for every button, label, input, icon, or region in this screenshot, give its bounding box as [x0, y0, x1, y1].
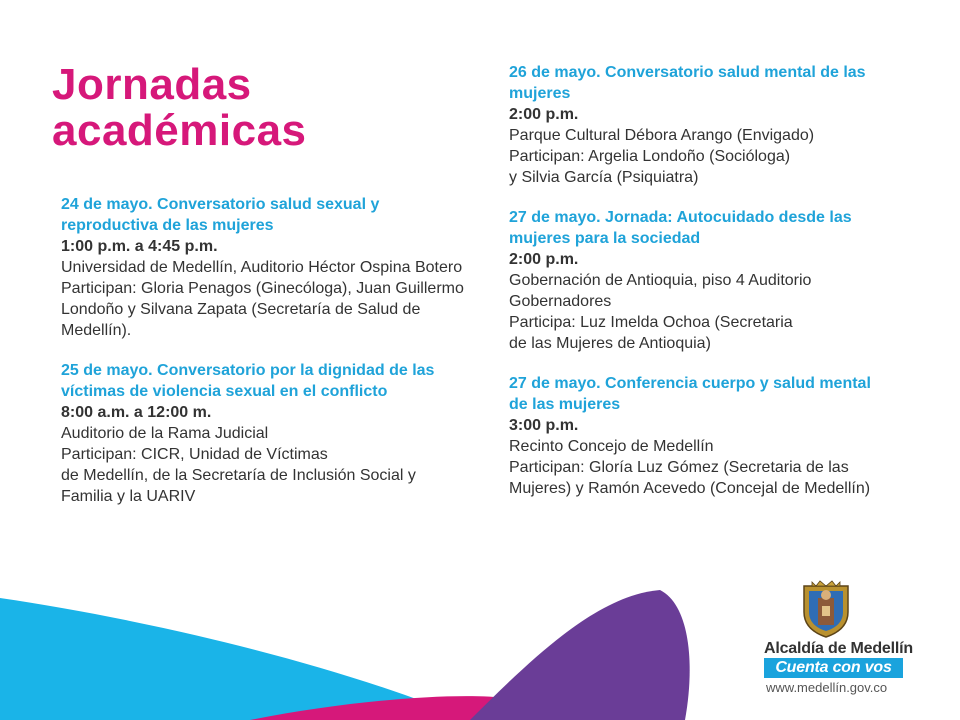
event-time: 2:00 p.m. [509, 106, 579, 123]
event-participants: Participa: Luz Imelda Ochoa (Secretaria [509, 314, 793, 331]
event-time: 2:00 p.m. [509, 251, 579, 268]
event-title: 26 de mayo. Conversatorio salud mental de las mujeres [509, 64, 866, 102]
alcaldia-logo [764, 578, 914, 698]
event-participants: Participan: Gloría Luz Gómez (Secretaria de las Mujeres) y Ramón Acevedo (Concejal de Medellín) [509, 459, 871, 497]
event-block [509, 207, 891, 354]
event-location: Recinto Concejo de Medellín [509, 438, 714, 455]
event-participants-cont: y Silvia García (Psiquiatra) [509, 169, 699, 186]
event-title: 24 de mayo. Conversatorio salud sexual y reproductiva de las mujeres [61, 196, 380, 234]
event-participants-cont: de Medellín, de la Secretaría de Inclusión Social y Familia y la UARIV [61, 467, 416, 505]
event-title: 27 de mayo. Jornada: Autocuidado desde las mujeres para la sociedad [509, 209, 852, 247]
website-url[interactable]: www.medellín.gov.co [766, 680, 888, 695]
right-events-column [509, 62, 891, 518]
event-block [509, 62, 891, 188]
event-title: 25 de mayo. Conversatorio por la dignidad de las víctimas de violencia sexual en el conflicto [61, 362, 435, 400]
logo-name: Alcaldía de Medellín [764, 640, 913, 657]
event-participants-cont: de las Mujeres de Antioquia) [509, 335, 711, 352]
event-block [61, 194, 469, 341]
event-time: 3:00 p.m. [509, 417, 579, 434]
purple-wave [470, 590, 690, 720]
page-title [52, 62, 307, 154]
coat-of-arms-icon [798, 578, 854, 638]
event-title: 27 de mayo. Conferencia cuerpo y salud mental de las mujeres [509, 375, 871, 413]
event-time: 1:00 p.m. a 4:45 p.m. [61, 238, 218, 255]
event-participants: Participan: Gloria Penagos (Ginecóloga), Juan Guillermo Londoño y Silvana Zapata (Secretaría de Salud de Medellín). [61, 280, 464, 339]
event-time: 8:00 a.m. a 12:00 m. [61, 404, 212, 421]
title-line-2: académicas [52, 106, 307, 155]
title-line-1: Jornadas [52, 60, 252, 109]
event-location: Universidad de Medellín, Auditorio Héctor Ospina Botero [61, 259, 463, 276]
event-location: Gobernación de Antioquia, piso 4 Auditorio Gobernadores [509, 272, 812, 310]
event-location: Parque Cultural Débora Arango (Envigado) [509, 127, 815, 144]
event-location: Auditorio de la Rama Judicial [61, 425, 269, 442]
event-block [61, 360, 469, 507]
event-participants: Participan: Argelia Londoño (Socióloga) [509, 148, 791, 165]
logo-slogan: Cuenta con vos [764, 658, 903, 678]
event-participants: Participan: CICR, Unidad de Víctimas [61, 446, 328, 463]
event-block [509, 373, 891, 499]
left-events-column [61, 194, 469, 526]
